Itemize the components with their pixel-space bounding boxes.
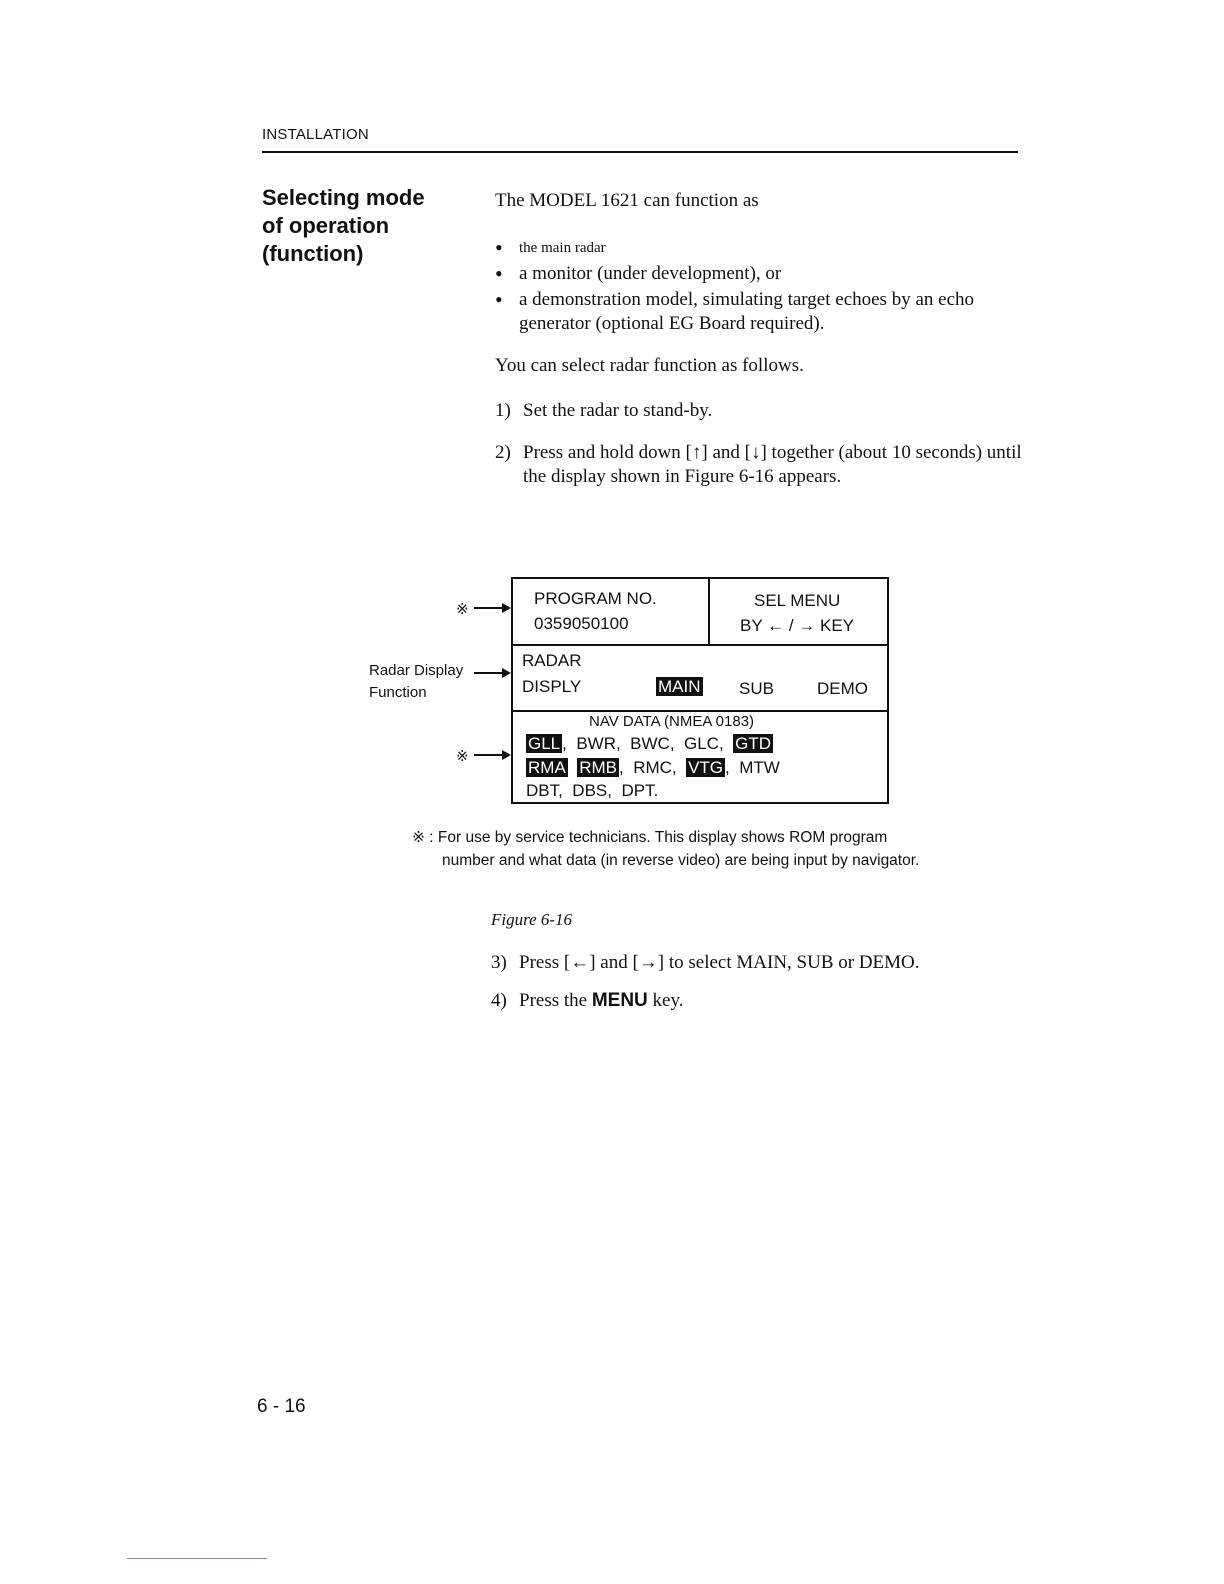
nav-sentence: GLC [684,734,719,753]
nav-sentence: BWC [630,734,670,753]
disply-label: DISPLY [522,677,582,696]
option-main-highlighted [656,676,703,698]
nav-separator: . [653,781,659,800]
nav-data-row [526,757,780,779]
step-text: Press and hold down [↑] and [↓] together (about 10 seconds) until the display shown in Figure 6-16 appears. [523,442,1022,487]
nav-separator [568,758,577,777]
nav-sentence: DPT [621,781,654,800]
function-callout: Function [369,684,427,701]
step-text: Press [←] and [→] to select MAIN, SUB or DEMO. [519,952,920,973]
nav-sentence-active: GLL [528,734,561,753]
section-title-line-3: (function) [262,241,364,266]
step-3 [491,951,1031,975]
section-title-line-1: Selecting mode [262,185,425,210]
figure-display-box [511,577,889,804]
nav-separator: , [669,734,684,753]
figure-note [412,826,1012,872]
section-title-line-2: of operation [262,213,390,238]
nav-separator: , [619,758,634,777]
nav-separator: , [562,734,577,753]
menu-key-label: MENU [591,990,648,1011]
section-title [262,184,425,268]
callout-arrow-icon [502,668,511,678]
step-1 [495,399,1035,423]
nav-sentence-active: GTD [735,734,772,753]
intro-paragraph: The MODEL 1621 can function as [495,190,759,211]
figure-program-row [513,579,887,646]
step-text-before: Press the [519,990,592,1011]
callout-arrow-line [474,754,504,756]
note-symbol: ※ : [412,829,434,846]
step-number: 2) [495,442,511,463]
service-mark-symbol: ※ [456,748,469,765]
step-number: 3) [491,952,507,973]
callout-arrow-icon [502,750,511,760]
note-line-2: number and what data (in reverse video) are being input by navigator. [442,852,920,869]
step-text [519,989,1019,1013]
nav-data-row [526,733,773,755]
option-sub: SUB [739,679,774,698]
nav-separator: , [615,734,631,753]
nav-separator: , [725,758,740,777]
program-label: PROGRAM NO. [534,589,657,608]
nav-sentence: MTW [739,758,780,777]
page-number: 6 - 16 [257,1396,306,1417]
step-4 [491,989,1031,1013]
note-line-1 [412,826,1012,849]
nav-sentence: RMC [633,758,672,777]
step-number: 1) [495,400,511,421]
figure-divider-vertical [708,579,710,644]
nav-sentence: DBS [572,781,608,800]
nav-separator: , [671,758,687,777]
nav-separator: , [558,781,573,800]
procedure-lead: You can select radar function as follows. [495,355,804,376]
step-text: Set the radar to stand-by. [523,400,713,421]
service-mark-symbol: ※ [456,601,469,618]
step-number: 4) [491,990,507,1011]
nav-sentence: DBT [526,781,559,800]
figure-radar-row [513,646,887,712]
nav-separator: , [718,734,734,753]
callout-arrow-line [474,607,504,609]
nav-sentence-active: VTG [688,758,724,777]
bullet-item: • a demonstration model, simulating target echoes by an echo generator (optional EG Board required). [495,288,1035,336]
nav-sentence-active: RMB [579,758,618,777]
program-number: 0359050100 [534,614,629,633]
bullet-item: • the main radar [495,236,1035,260]
note-text: For use by service technicians. This display shows ROM program [437,829,888,846]
bullet-item: • a monitor (under development), or [495,262,1035,286]
reverse-video-label: MAIN [658,677,701,696]
bottom-rule [127,1558,267,1559]
figure-caption: Figure 6-16 [491,910,573,929]
sel-menu-label: SEL MENU [754,591,841,610]
nav-sentence-active: RMA [528,758,566,777]
select-key-label: BY ← / → KEY [740,616,855,635]
step-2 [495,441,1035,491]
nav-data-row [526,780,658,802]
step-text-after: key. [647,990,684,1011]
header-divider [262,151,1018,153]
function-bullet-list [495,236,1035,338]
radar-display-callout: Radar Display [369,662,464,679]
callout-arrow-line [474,672,504,674]
radar-label: RADAR [522,651,582,670]
callout-arrow-icon [502,603,511,613]
nav-sentence: BWR [576,734,616,753]
section-header-label: INSTALLATION [262,126,369,143]
option-demo: DEMO [817,679,868,698]
nav-separator: , [607,781,622,800]
nav-data-title: NAV DATA (NMEA 0183) [589,713,755,730]
